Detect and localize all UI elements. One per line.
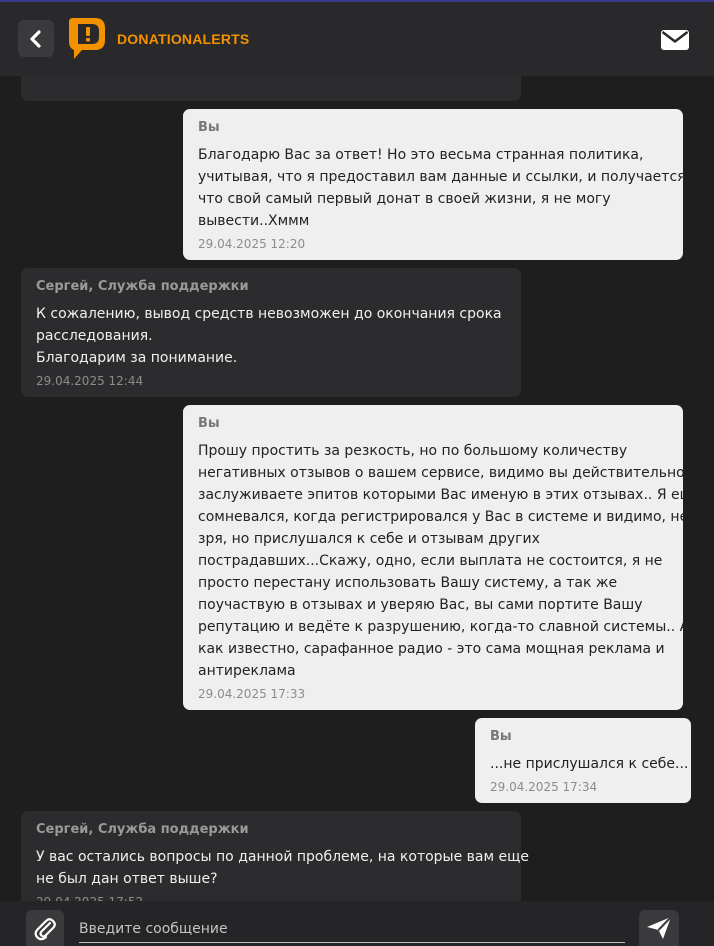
back-button[interactable]: [18, 20, 54, 57]
attach-button[interactable]: [26, 910, 64, 946]
message-input[interactable]: [79, 915, 625, 943]
send-icon: [646, 916, 672, 940]
message-text: У вас остались вопросы по данной проблеме, на которые вам еще не был дан ответ выше?: [36, 849, 529, 887]
message-support: [21, 268, 521, 397]
message-time: 29.04.2025 12:20: [198, 237, 306, 251]
message-user: [183, 109, 691, 260]
message-sender: Вы: [490, 729, 512, 744]
message-text: К сожалению, вывод средств невозможен до окончания срока расследования. Благодарим за понимание.: [36, 306, 502, 366]
send-button[interactable]: [639, 910, 679, 946]
message-user: [475, 718, 691, 803]
message-time: 29.04.2025 17:33: [198, 687, 306, 701]
message-text: ...не прислушался к себе...: [490, 756, 689, 772]
brand-name: DONATIONALERTS: [117, 31, 250, 47]
message-sender: Сергей, Служба поддержки: [36, 279, 249, 294]
app-header: [0, 2, 714, 76]
paperclip-icon: [33, 915, 57, 941]
message-sender: Вы: [198, 416, 220, 431]
message-text: Благодарю Вас за ответ! Но это весьма странная политика, учитывая, что я предоставил вам данные и ссылки, и получается, что свой самый первый донат в своей жизни, я не могу вывести..Хммм: [198, 147, 691, 229]
message-composer: [0, 901, 714, 946]
message-time: 29.04.2025 12:44: [36, 374, 144, 388]
chevron-left-icon: [29, 30, 43, 48]
donationalerts-logo: [68, 17, 106, 61]
message-user: [183, 405, 702, 710]
chat-messages[interactable]: [0, 76, 714, 901]
message-sender: Сергей, Служба поддержки: [36, 822, 249, 837]
envelope-icon[interactable]: [660, 28, 690, 52]
message-sender: Вы: [198, 120, 220, 135]
message-text: Прошу простить за резкость, но по большому количеству негативных отзывов о вашем сервисе, видимо вы действительно заслуживаете эпитов которыми Вас именую в этих отзывах.. Я ещё сомневался, когда регистрировался у Вас в системе и видимо, не зря, но прислушался к себе и отзывам других пострадавших...Скажу, одно, если выплата не состоится, я не просто перестану использовать Вашу систему, а так же поучаствую в отзывах и уверяю Вас, вы сами портите Вашу репутацию и ведёте к разрушению, когда-то славной системы.. А как известно, сарафанное радио - это сама мощная реклама и антиреклама: [198, 443, 702, 679]
message-time: 29.04.2025 17:34: [490, 780, 598, 794]
